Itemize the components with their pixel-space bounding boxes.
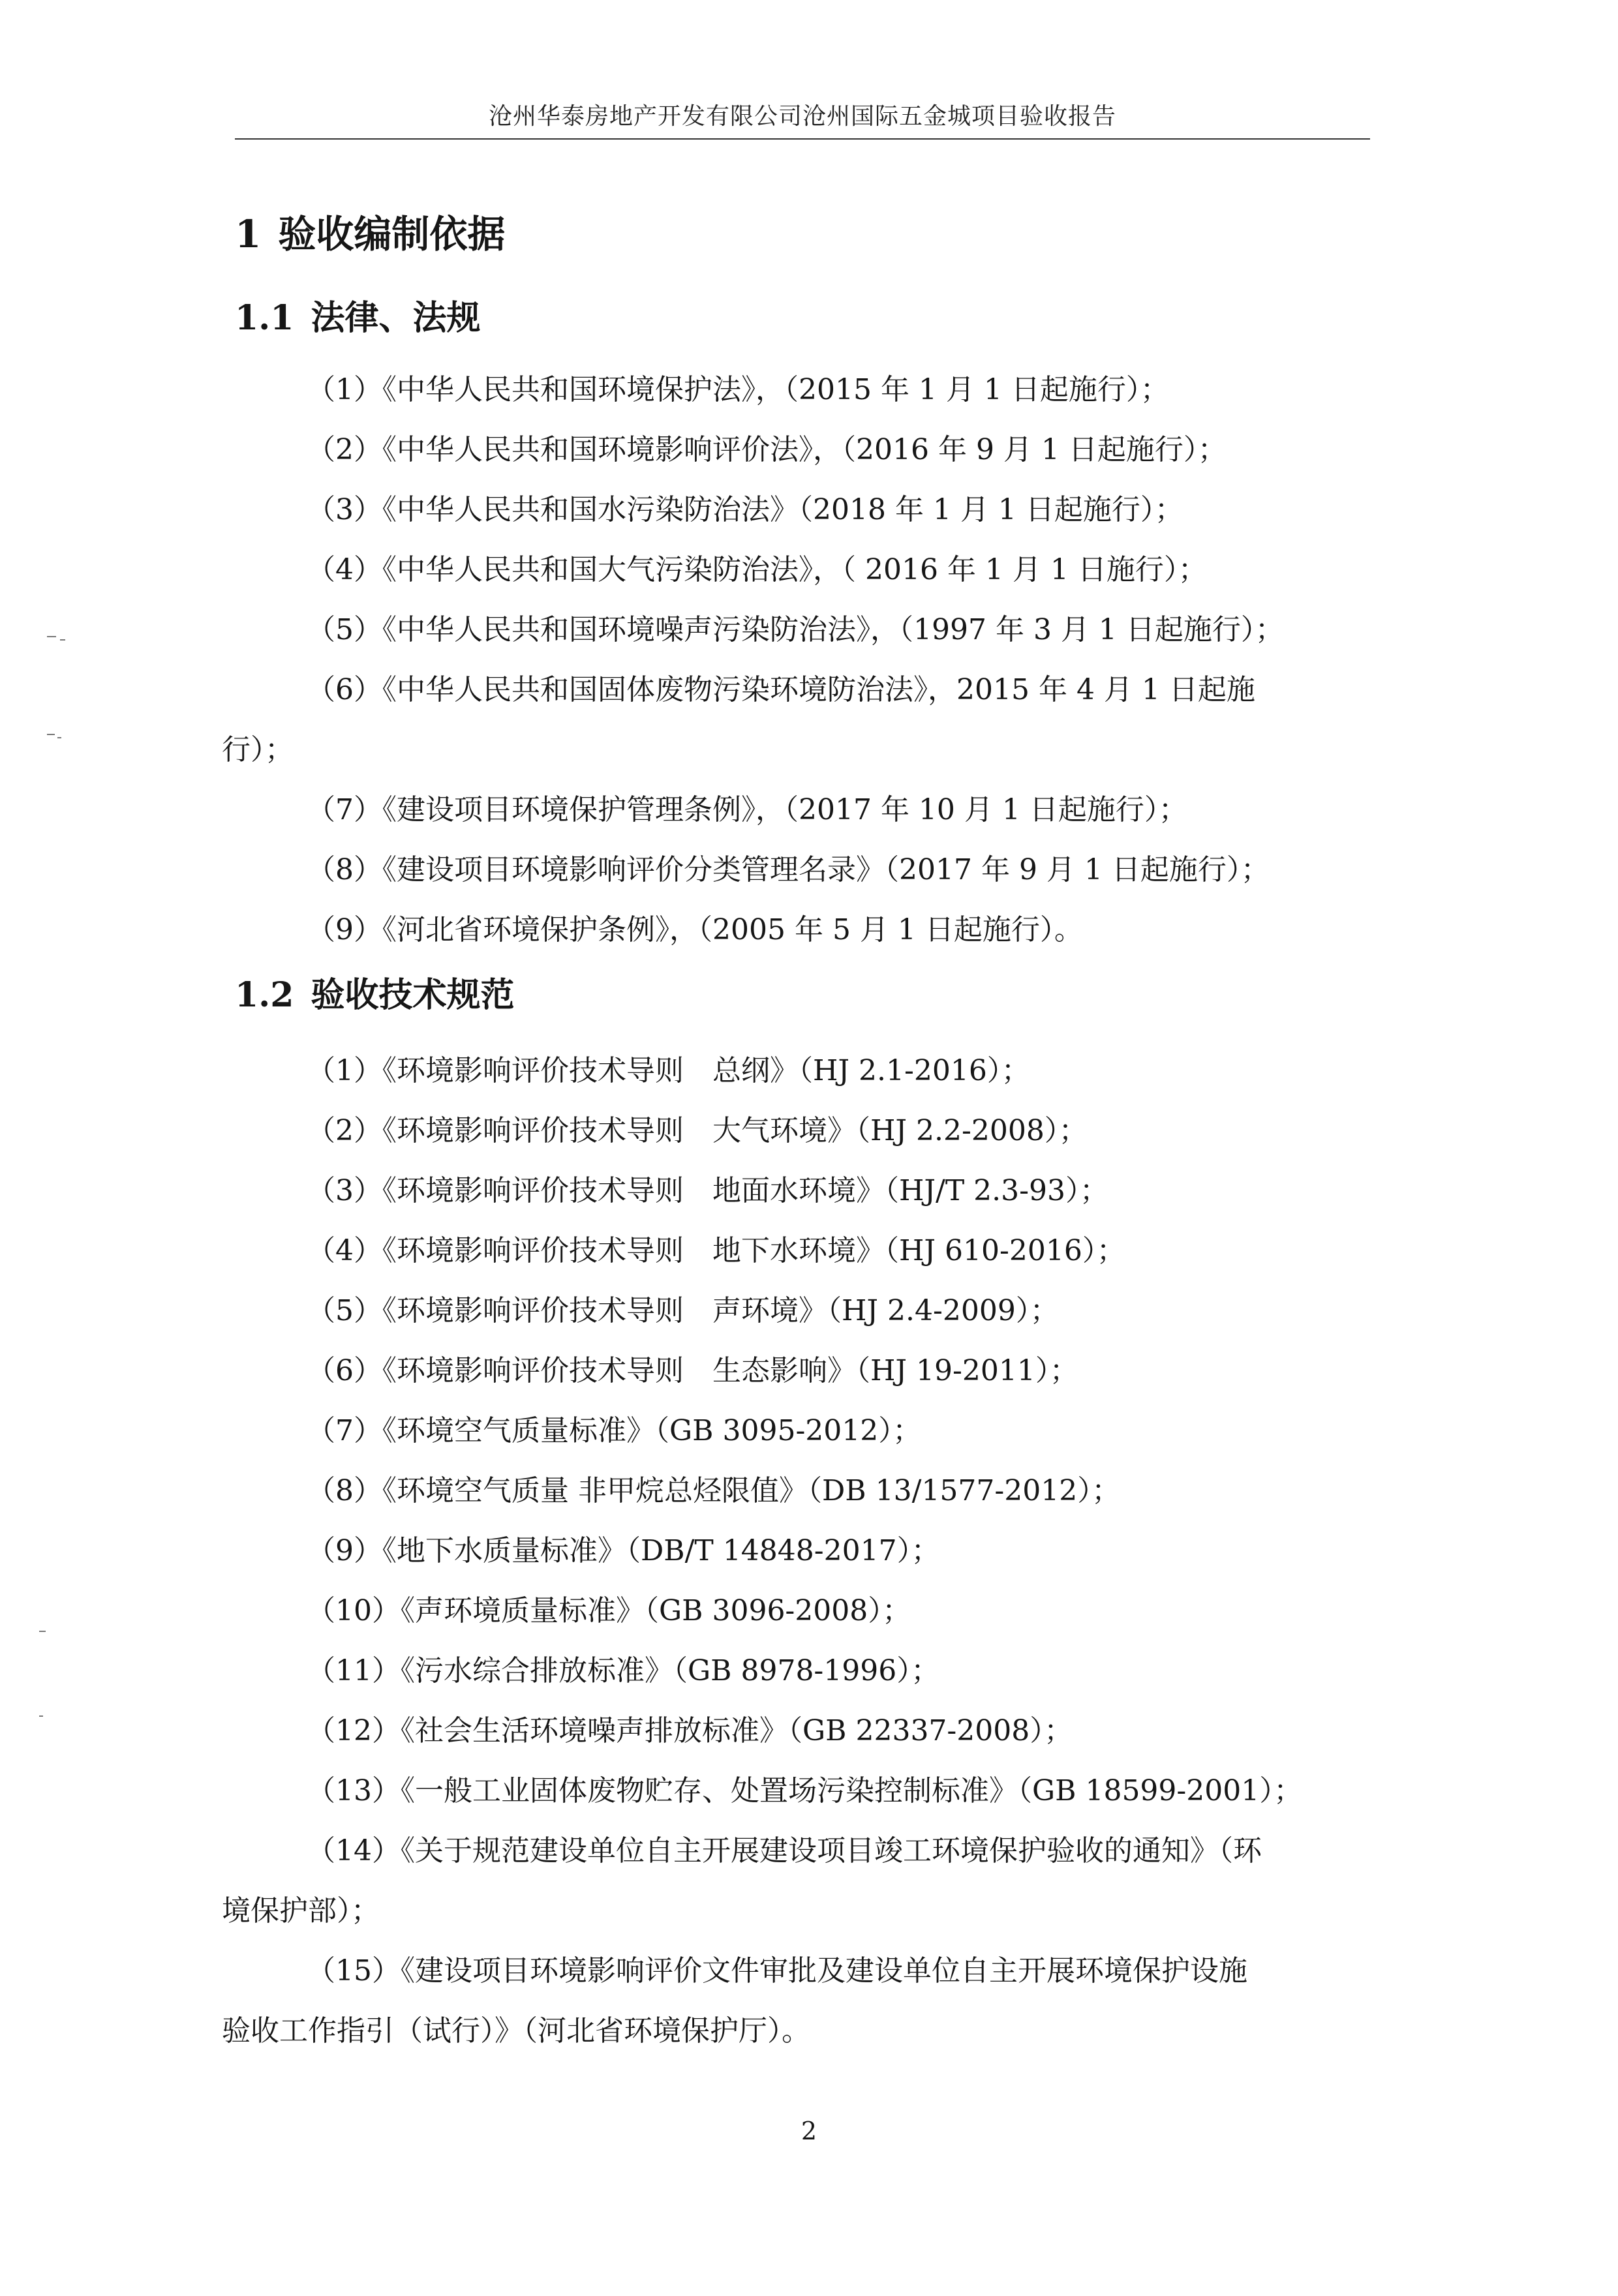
standard-item-continuation: 验收工作指引（试行）》（河北省环境保护厅）。 xyxy=(222,2014,810,2047)
standard-item: （12）《社会生活环境噪声排放标准》（GB 22337-2008）； xyxy=(307,1714,1073,1747)
scan-speck xyxy=(47,636,56,637)
header-divider xyxy=(235,138,1370,140)
section-title: 验收编制依据 xyxy=(278,212,506,256)
standard-item: （3）《环境影响评价技术导则 地面水环境》（HJ/T 2.3-93）； xyxy=(307,1174,1108,1207)
subsection-number: 1.2 xyxy=(235,975,294,1015)
standard-item: （11）《污水综合排放标准》（GB 8978-1996）； xyxy=(307,1654,940,1687)
law-item: （2）《中华人民共和国环境影响评价法》，（2016 年 9 月 1 日起施行）； xyxy=(307,433,1227,466)
standard-item-continuation: 境保护部）； xyxy=(222,1894,380,1927)
law-item: （9）《河北省环境保护条例》，（2005 年 5 月 1 日起施行）。 xyxy=(307,913,1083,946)
standard-item: （13）《一般工业固体废物贮存、处置场污染控制标准》（GB 18599-2001）； xyxy=(307,1774,1303,1807)
standard-item: （10）《声环境质量标准》（GB 3096-2008）； xyxy=(307,1594,911,1627)
standard-item: （6）《环境影响评价技术导则 生态影响》（HJ 19-2011）； xyxy=(307,1354,1078,1387)
law-item: （7）《建设项目环境保护管理条例》，（2017 年 10 月 1 日起施行）； xyxy=(307,793,1187,826)
scan-speck xyxy=(39,1631,46,1632)
standard-item: （9）《地下水质量标准》（DB/T 14848-2017）； xyxy=(307,1534,940,1567)
law-item-continuation: 行）； xyxy=(222,733,294,766)
page-number: 2 xyxy=(801,2117,817,2145)
standard-item: （4）《环境影响评价技术导则 地下水环境》（HJ 610-2016）； xyxy=(307,1234,1125,1267)
standard-item: （5）《环境影响评价技术导则 声环境》（HJ 2.4-2009）； xyxy=(307,1294,1059,1327)
section-heading-1 xyxy=(235,204,505,258)
standard-item: （7）《环境空气质量标准》（GB 3095-2012）； xyxy=(307,1414,922,1447)
running-header: 沧州华泰房地产开发有限公司沧州国际五金城项目验收报告 xyxy=(488,103,1116,130)
scan-speck xyxy=(47,734,55,735)
standard-item: （1）《环境影响评价技术导则 总纲》（HJ 2.1-2016）； xyxy=(307,1054,1030,1087)
law-item: （6）《中华人民共和国固体废物污染环境防治法》，2015 年 4 月 1 日起施 xyxy=(307,673,1255,706)
standard-item: （8）《环境空气质量 非甲烷总烃限值》（DB 13/1577-2012）； xyxy=(307,1474,1121,1507)
scan-speck xyxy=(60,639,65,641)
subsection-heading-1-1 xyxy=(235,290,480,339)
standard-item: （2）《环境影响评价技术导则 大气环境》（HJ 2.2-2008）； xyxy=(307,1114,1088,1147)
law-item: （5）《中华人民共和国环境噪声污染防治法》，（1997 年 3 月 1 日起施行）； xyxy=(307,613,1284,646)
subsection-title: 验收技术规范 xyxy=(311,975,515,1015)
subsection-number: 1.1 xyxy=(235,298,294,338)
standard-item: （15）《建设项目环境影响评价文件审批及建设单位自主开展环境保护设施 xyxy=(307,1954,1247,1987)
standard-item: （14）《关于规范建设单位自主开展建设项目竣工环境保护验收的通知》（环 xyxy=(307,1834,1262,1867)
scan-speck xyxy=(39,1715,43,1717)
section-number: 1 xyxy=(235,212,262,256)
subsection-heading-1-2 xyxy=(235,967,514,1016)
scan-speck xyxy=(57,737,61,738)
law-item: （4）《中华人民共和国大气污染防治法》，（ 2016 年 1 月 1 日施行）； xyxy=(307,553,1207,586)
law-item: （3）《中华人民共和国水污染防治法》（2018 年 1 月 1 日起施行）； xyxy=(307,493,1183,526)
subsection-title: 法律、法规 xyxy=(311,298,481,338)
law-item: （1）《中华人民共和国环境保护法》，（2015 年 1 月 1 日起施行）； xyxy=(307,373,1169,406)
law-item: （8）《建设项目环境影响评价分类管理名录》（2017 年 9 月 1 日起施行）； xyxy=(307,853,1270,886)
